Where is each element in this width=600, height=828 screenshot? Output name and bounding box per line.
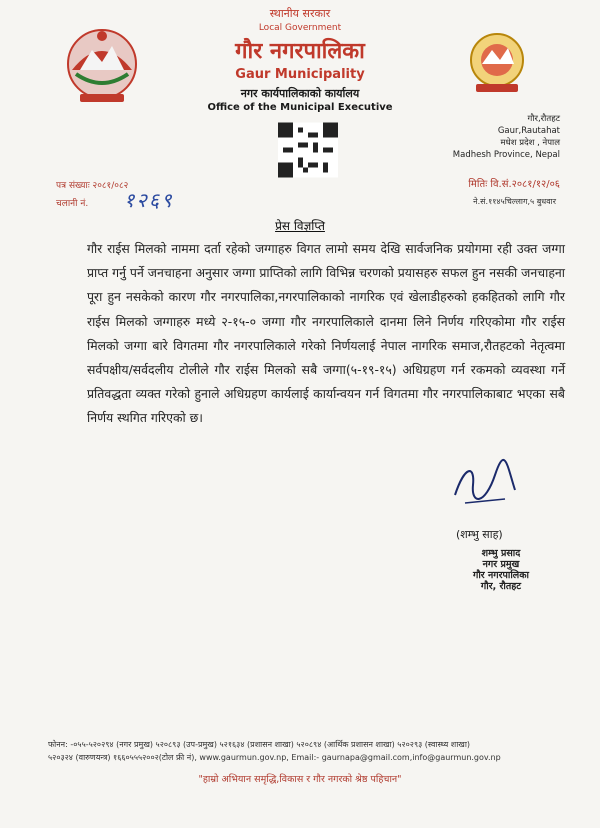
address-line-1: गौर,रौतहट bbox=[527, 114, 560, 124]
press-release-body: गौर राईस मिलको नाममा दर्ता रहेको जग्गाहरु विगत लामो समय देखि सार्वजनिक प्रयोगमा रही उक्त जग्गा प्राप्त गर्नु पर्ने जनचाहना अनुसार जग्गा प्राप्तिको लागि विभिन्न चरणको प्रयासहरु सफल हुन नसकी जनचाहना पूरा हुन नसकेको कारण गौर नगरपालिका,नगरपालिकाको नागरिक एवं खेलाडीहरुको हकहितको लागि गौर राईस मिलको जग्गाहरु मध्ये २-१५-० जग्गा गौर नगरपालिकाले दानमा लिने निर्णय गरिएकोमा गौर राईस मिलको जग्गा बारे विगतमा गौर नगरपालिकाले गरेको निर्णयलाई नेपाल नागरिक समाज,रौतहटको नेतृत्वमा सर्वपक्षीय/सर्वदलीय टोलीले गौर राईस मिलको सबै जग्गा(५-१९-१५) अधिग्रहण गर्न रकमको व्यवस्था गर्ने प्रतिवद्धता व्यक्त गरेको हुनाले अधिग्रहण कार्यलाई कार्यान्वयन गर्न विगतमा गौर नगरपालिकाबाट भएका सबै निर्णय स्थगित गरिएको छ। bbox=[87, 241, 565, 426]
reference-number: पत्र संख्याः २०८१/०८२ bbox=[56, 181, 129, 191]
address-line-4: Madhesh Province, Nepal bbox=[452, 150, 560, 160]
nepal-sambat-date: ने.सं.११४५चिल्लाग,५ बुधवार bbox=[473, 197, 556, 206]
stamp-line-2: नगर प्रमुख bbox=[482, 559, 520, 570]
office-name-np: नगर कार्यपालिकाको कार्यालय bbox=[240, 87, 360, 100]
signatory-name: (शम्भु साह) bbox=[456, 528, 503, 541]
letterhead bbox=[180, 6, 420, 113]
local-government-en: Local Government bbox=[258, 23, 342, 33]
address-line-2: Gaur,Rautahat bbox=[497, 126, 560, 136]
stamp-line-3: गौर नगरपालिका bbox=[472, 570, 530, 581]
chalani-label: चलानी नं. bbox=[56, 199, 89, 209]
address-line-3: मधेश प्रदेश , नेपाल bbox=[500, 138, 560, 148]
signature-scribble-icon bbox=[445, 455, 525, 515]
nepal-emblem-icon bbox=[62, 22, 142, 110]
chalani-number: १२६९ bbox=[124, 188, 174, 212]
footer-phone-line: फोनन: -०५५-५२०२९४ (नगर प्रमुख) ५२०८९३ (उप-प्रमुख) ५२१६३४ (प्रशासन शाखा) ५२०८९४ (आर्थिक प्रशासन शाखा) ५२०२९३ (स्वास्थ्य शाखा) bbox=[48, 740, 471, 749]
qr-code-icon bbox=[278, 122, 338, 178]
address-block bbox=[453, 113, 560, 161]
contact-footer bbox=[48, 738, 588, 764]
municipality-name-np: गौर नगरपालिका bbox=[235, 39, 365, 64]
press-release-title: प्रेस विज्ञप्ति bbox=[275, 219, 325, 233]
official-stamp bbox=[456, 548, 546, 592]
letter-date: मितिः वि.सं.२०८१/१२/०६ bbox=[468, 179, 560, 190]
office-name-en: Office of the Municipal Executive bbox=[207, 102, 393, 113]
municipality-name-en: Gaur Municipality bbox=[235, 67, 365, 82]
stamp-line-1: शम्भु प्रसाद bbox=[481, 548, 521, 559]
local-government-np: स्थानीय सरकार bbox=[269, 7, 331, 20]
stamp-line-4: गौर, रौतहट bbox=[480, 581, 522, 592]
footer-web-line: ५२०३२४ (वारुणयन्त्र) १६६०५५५२००२(टोल फ्री नं), www.gaurmun.gov.np, Email:- gaurnapa@gmail.com,info@gaurmun.gov.np bbox=[48, 753, 501, 762]
municipality-logo-icon bbox=[462, 30, 532, 96]
footer-slogan: "हाम्रो अभियान समृद्धि,विकास र गौर नगरको श्रेष्ठ पहिचान" bbox=[198, 774, 402, 785]
